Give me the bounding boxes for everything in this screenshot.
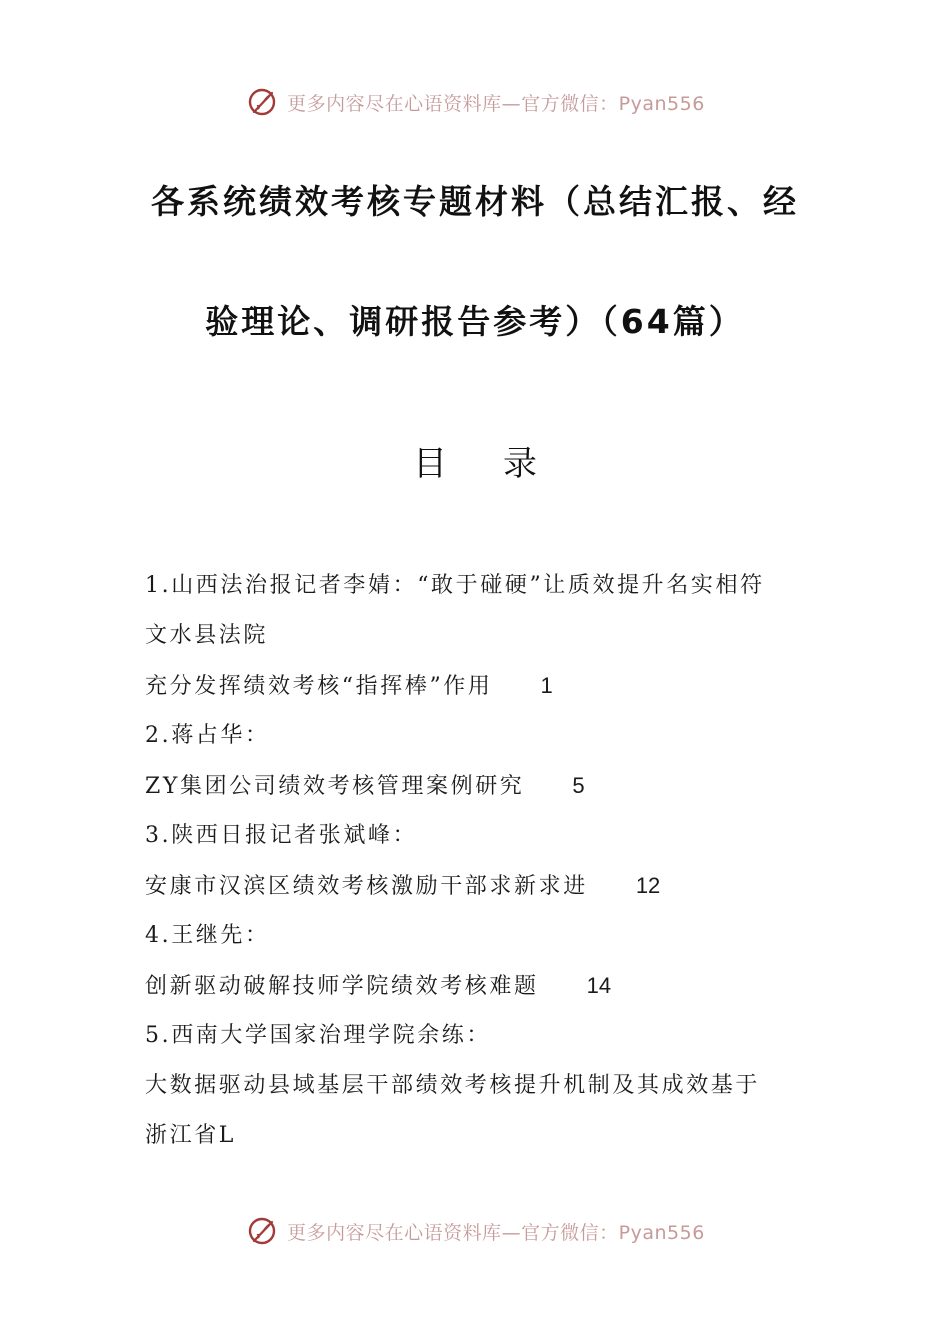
toc-entry-text: 3.陕西日报记者张斌峰：	[145, 823, 418, 848]
toc-entry[interactable]	[145, 766, 825, 816]
toc-entry-text: 5.西南大学国家治理学院余练：	[145, 1023, 491, 1048]
document-title-line-1: 各系统绩效考核专题材料（总结汇报、经	[151, 182, 799, 221]
toc-page-number: 14	[586, 973, 612, 998]
toc-heading-right: 录	[503, 444, 537, 484]
toc-entry[interactable]	[145, 716, 825, 766]
toc-heading-left: 目	[413, 444, 447, 484]
toc-entry[interactable]	[145, 1066, 825, 1116]
toc-entry[interactable]	[145, 1016, 825, 1066]
toc-entry-text: 安康市汉滨区绩效考核激励干部求新求进	[145, 874, 588, 899]
document-title-line-2: 验理论、调研报告参考）（64篇）	[205, 302, 745, 341]
quill-pen-logo-icon	[245, 85, 279, 119]
table-of-contents	[145, 566, 825, 1166]
toc-entry[interactable]	[145, 666, 825, 716]
toc-page-number: 5	[572, 773, 585, 798]
toc-page-number: 12	[635, 873, 661, 898]
toc-entry-text: 4.王继先：	[145, 923, 270, 948]
toc-entry[interactable]	[145, 566, 825, 616]
toc-heading	[0, 436, 950, 485]
header-watermark	[0, 82, 950, 122]
toc-entry[interactable]	[145, 1116, 825, 1166]
toc-entry-text: 大数据驱动县域基层干部绩效考核提升机制及其成效基于	[145, 1073, 761, 1098]
toc-entry-text: 充分发挥绩效考核“指挥棒”作用	[145, 674, 493, 699]
toc-entry[interactable]	[145, 866, 825, 916]
watermark-text: 更多内容尽在心语资料库—官方微信：Pyan556	[287, 92, 705, 115]
footer-watermark	[0, 1211, 950, 1251]
toc-page-number: 1	[540, 673, 553, 698]
quill-pen-logo-icon	[245, 1214, 279, 1248]
toc-entry[interactable]	[145, 816, 825, 866]
toc-entry[interactable]	[145, 916, 825, 966]
toc-entry-text: 浙江省L	[145, 1123, 237, 1148]
toc-entry-text: 1.山西法治报记者李婧：“敢于碰硬”让质效提升名实相符	[145, 573, 765, 598]
toc-entry-text: 文水县法院	[145, 623, 269, 648]
toc-entry[interactable]	[145, 616, 825, 666]
watermark-text: 更多内容尽在心语资料库—官方微信：Pyan556	[287, 1221, 705, 1244]
toc-entry-text: 2.蒋占华：	[145, 723, 270, 748]
toc-entry-text: 创新驱动破解技师学院绩效考核难题	[145, 974, 539, 999]
toc-entry[interactable]	[145, 966, 825, 1016]
toc-entry-text: ZY集团公司绩效考核管理案例研究	[145, 774, 525, 799]
